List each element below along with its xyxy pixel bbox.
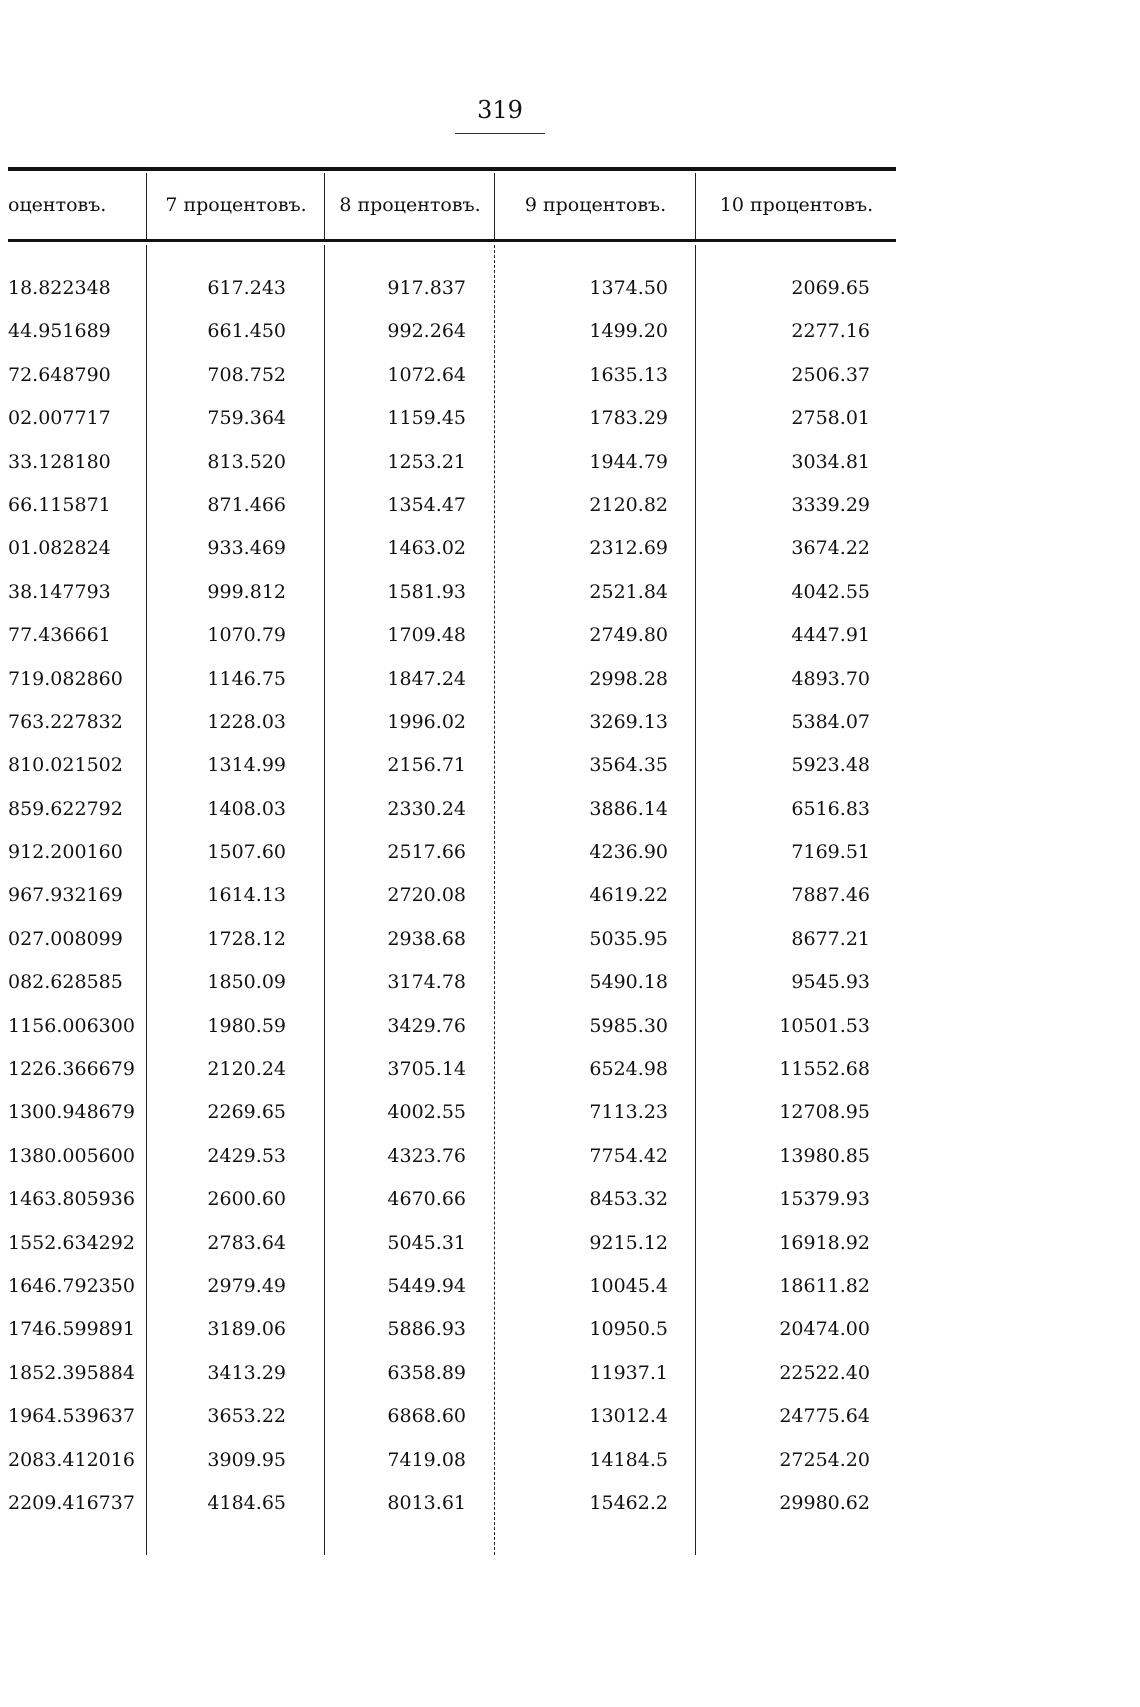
header-bottom-rule	[8, 239, 896, 242]
table-cell: 38.147793	[8, 580, 111, 603]
table-cell: 12708.95	[779, 1101, 870, 1124]
table-cell: 2120.82	[589, 493, 668, 516]
table-body	[8, 267, 896, 1525]
table-row	[8, 1091, 896, 1134]
table-cell: 18.822348	[8, 277, 111, 299]
table-cell: 8677.21	[791, 927, 870, 950]
table-row	[8, 484, 896, 527]
column-divider	[494, 173, 495, 239]
column-header: 10 процентовъ.	[719, 194, 874, 216]
table-row	[8, 1482, 896, 1525]
table-cell: 1746.599891	[8, 1318, 135, 1341]
table-cell: 4236.90	[589, 841, 668, 864]
table-row	[8, 658, 896, 701]
column-header: 8 процентовъ.	[339, 194, 481, 216]
table-cell: 859.622792	[8, 797, 123, 820]
table-cell: 5035.95	[589, 927, 668, 950]
table-cell: 1709.48	[387, 624, 466, 647]
table-row	[8, 961, 896, 1004]
table-cell: 3886.14	[589, 797, 668, 820]
table-cell: 2312.69	[589, 537, 668, 560]
table-cell: 3269.13	[589, 710, 668, 733]
table-row	[8, 571, 896, 614]
table-cell: 02.007717	[8, 407, 111, 430]
table-cell: 01.082824	[8, 537, 111, 560]
table-cell: 917.837	[387, 277, 466, 299]
table-cell: 4619.22	[589, 884, 668, 907]
table-cell: 9545.93	[791, 971, 870, 994]
column-header: 7 процентовъ.	[165, 194, 307, 216]
column-divider	[146, 173, 147, 239]
table-cell: 8013.61	[387, 1491, 466, 1514]
table-row	[8, 1222, 896, 1265]
table-cell: 29980.62	[779, 1491, 870, 1514]
table-cell: 7419.08	[387, 1448, 466, 1471]
table-cell: 5045.31	[387, 1231, 466, 1254]
table-cell: 4670.66	[387, 1188, 466, 1211]
table-row	[8, 527, 896, 570]
column-header: оцентовъ.	[8, 194, 107, 216]
table-cell: 7887.46	[791, 884, 870, 907]
table-cell: 1646.792350	[8, 1274, 135, 1297]
table-row	[8, 1135, 896, 1178]
table-cell: 2758.01	[791, 407, 870, 430]
table-cell: 4893.70	[791, 667, 870, 690]
table-cell: 1728.12	[207, 927, 286, 950]
table-row	[8, 1048, 896, 1091]
table-row	[8, 831, 896, 874]
table-cell: 2330.24	[387, 797, 466, 820]
table-cell: 1635.13	[589, 363, 668, 386]
table-cell: 2517.66	[387, 841, 466, 864]
table-cell: 617.243	[207, 277, 286, 299]
table-cell: 3705.14	[387, 1058, 466, 1081]
table-cell: 719.082860	[8, 667, 123, 690]
table-cell: 3189.06	[207, 1318, 286, 1341]
table-cell: 1552.634292	[8, 1231, 135, 1254]
table-cell: 3413.29	[207, 1361, 286, 1384]
table-cell: 1847.24	[387, 667, 466, 690]
table-cell: 2156.71	[387, 754, 466, 777]
table-cell: 1463.805936	[8, 1188, 135, 1211]
table-cell: 2521.84	[589, 580, 668, 603]
table-cell: 2938.68	[387, 927, 466, 950]
table-cell: 1581.93	[387, 580, 466, 603]
table-row	[8, 701, 896, 744]
table-cell: 6516.83	[791, 797, 870, 820]
table-cell: 7169.51	[791, 841, 870, 864]
table-row	[8, 874, 896, 917]
table-cell: 5923.48	[791, 754, 870, 777]
table-cell: 11552.68	[779, 1058, 870, 1081]
table-cell: 10501.53	[779, 1014, 870, 1037]
table-cell: 4002.55	[387, 1101, 466, 1124]
table-cell: 72.648790	[8, 363, 111, 386]
table-row	[8, 614, 896, 657]
table-cell: 1614.13	[207, 884, 286, 907]
table-cell: 2783.64	[207, 1231, 286, 1254]
table-cell: 9215.12	[589, 1231, 668, 1254]
table-cell: 2600.60	[207, 1188, 286, 1211]
table-row	[8, 1178, 896, 1221]
table-cell: 5886.93	[387, 1318, 466, 1341]
table-cell: 1156.006300	[8, 1014, 135, 1037]
table-cell: 27254.20	[779, 1448, 870, 1471]
table-cell: 2429.53	[207, 1144, 286, 1167]
table-cell: 6358.89	[387, 1361, 466, 1384]
table-cell: 871.466	[207, 493, 286, 516]
table-cell: 2277.16	[791, 320, 870, 343]
page-number-rule	[455, 133, 545, 134]
table-row	[8, 1439, 896, 1482]
table-cell: 14184.5	[589, 1448, 668, 1471]
table-cell: 3339.29	[791, 493, 870, 516]
table-cell: 1146.75	[207, 667, 286, 690]
table-cell: 1253.21	[387, 450, 466, 473]
table-row	[8, 1395, 896, 1438]
table-cell: 810.021502	[8, 754, 123, 777]
table-cell: 1980.59	[207, 1014, 286, 1037]
table-cell: 2979.49	[207, 1274, 286, 1297]
table-cell: 1300.948679	[8, 1101, 135, 1124]
table-cell: 763.227832	[8, 710, 123, 733]
table-cell: 1463.02	[387, 537, 466, 560]
table-cell: 5490.18	[589, 971, 668, 994]
table-cell: 10950.5	[589, 1318, 668, 1341]
table-row	[8, 354, 896, 397]
table-row	[8, 441, 896, 484]
table-cell: 3429.76	[387, 1014, 466, 1037]
table-cell: 999.812	[207, 580, 286, 603]
table-cell: 3909.95	[207, 1448, 286, 1471]
table-cell: 66.115871	[8, 493, 111, 516]
table-cell: 5384.07	[791, 710, 870, 733]
column-divider	[324, 173, 325, 239]
table-cell: 2998.28	[589, 667, 668, 690]
table-cell: 3564.35	[589, 754, 668, 777]
table-cell: 24775.64	[779, 1405, 870, 1428]
table-cell: 1228.03	[207, 710, 286, 733]
table-cell: 1314.99	[207, 754, 286, 777]
table-cell: 1850.09	[207, 971, 286, 994]
table-cell: 15379.93	[779, 1188, 870, 1211]
table-cell: 1354.47	[387, 493, 466, 516]
table-cell: 18611.82	[779, 1274, 870, 1297]
table-cell: 16918.92	[779, 1231, 870, 1254]
table-cell: 2120.24	[207, 1058, 286, 1081]
table-cell: 8453.32	[589, 1188, 668, 1211]
table-cell: 1070.79	[207, 624, 286, 647]
table-row	[8, 267, 896, 310]
table-cell: 4184.65	[207, 1491, 286, 1514]
table-cell: 6868.60	[387, 1405, 466, 1428]
table-cell: 1852.395884	[8, 1361, 135, 1384]
table-cell: 20474.00	[779, 1318, 870, 1341]
table-row	[8, 918, 896, 961]
column-header: 9 процентовъ.	[524, 194, 667, 216]
table-cell: 7113.23	[589, 1101, 668, 1124]
table-cell: 027.008099	[8, 927, 123, 950]
table-cell: 661.450	[207, 320, 286, 343]
table-cell: 2069.65	[791, 277, 870, 299]
table-cell: 4042.55	[791, 580, 870, 603]
table-cell: 4323.76	[387, 1144, 466, 1167]
table-cell: 1159.45	[387, 407, 466, 430]
table-cell: 6524.98	[589, 1058, 668, 1081]
table-cell: 1072.64	[387, 363, 466, 386]
table-cell: 2083.412016	[8, 1448, 135, 1471]
table-cell: 2506.37	[791, 363, 870, 386]
table-cell: 967.932169	[8, 884, 123, 907]
table-cell: 759.364	[207, 407, 286, 430]
table-cell: 1944.79	[589, 450, 668, 473]
table-row	[8, 397, 896, 440]
table-cell: 082.628585	[8, 971, 123, 994]
table-cell: 4447.91	[791, 624, 870, 647]
table-cell: 5985.30	[589, 1014, 668, 1037]
table-row	[8, 1352, 896, 1395]
table-cell: 2749.80	[589, 624, 668, 647]
table-cell: 5449.94	[387, 1274, 466, 1297]
table-cell: 813.520	[207, 450, 286, 473]
table-cell: 992.264	[387, 320, 466, 343]
table-cell: 11937.1	[589, 1361, 668, 1384]
table-cell: 1996.02	[387, 710, 466, 733]
table-row	[8, 1265, 896, 1308]
table-cell: 1783.29	[589, 407, 668, 430]
table-row	[8, 744, 896, 787]
table-cell: 1499.20	[589, 320, 668, 343]
page-number: 319	[477, 96, 523, 124]
table-cell: 13980.85	[779, 1144, 870, 1167]
column-divider	[695, 173, 696, 239]
table-cell: 33.128180	[8, 450, 111, 473]
table-cell: 708.752	[207, 363, 286, 386]
table-cell: 13012.4	[589, 1405, 668, 1428]
table-cell: 77.436661	[8, 624, 111, 647]
table-cell: 3653.22	[207, 1405, 286, 1428]
table-cell: 3174.78	[387, 971, 466, 994]
table-cell: 933.469	[207, 537, 286, 560]
table-cell: 3034.81	[791, 450, 870, 473]
table-cell: 1408.03	[207, 797, 286, 820]
table-cell: 22522.40	[779, 1361, 870, 1384]
table-cell: 15462.2	[589, 1491, 668, 1514]
table-cell: 1226.366679	[8, 1058, 135, 1081]
table-row	[8, 310, 896, 353]
table-row	[8, 1308, 896, 1351]
table-cell: 912.200160	[8, 841, 123, 864]
table-cell: 1964.539637	[8, 1405, 135, 1428]
table-cell: 1380.005600	[8, 1144, 135, 1167]
table-cell: 1507.60	[207, 841, 286, 864]
table-row	[8, 788, 896, 831]
table-cell: 2209.416737	[8, 1491, 135, 1514]
table-cell: 2269.65	[207, 1101, 286, 1124]
table-cell: 2720.08	[387, 884, 466, 907]
table-cell: 7754.42	[589, 1144, 668, 1167]
table-row	[8, 1005, 896, 1048]
table-cell: 3674.22	[791, 537, 870, 560]
table-cell: 10045.4	[589, 1274, 668, 1297]
table-cell: 1374.50	[589, 277, 668, 299]
table-cell: 44.951689	[8, 320, 111, 343]
